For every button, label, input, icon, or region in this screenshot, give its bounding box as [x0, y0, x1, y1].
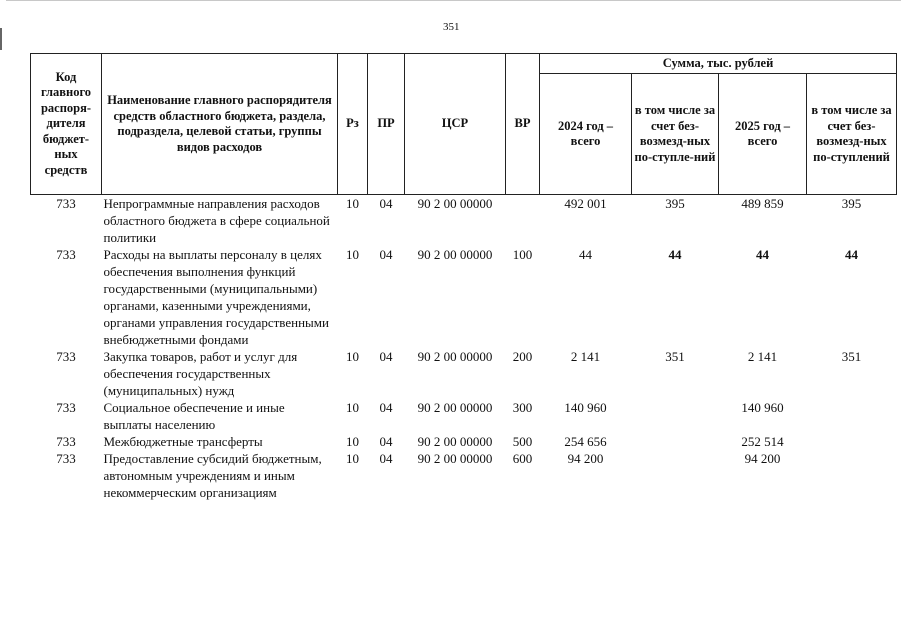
table-body — [31, 195, 897, 502]
cell-2025-total: 94 200 — [744, 451, 781, 466]
cell-2024-free: 44 — [668, 247, 682, 262]
cell-2025-total: 140 960 — [741, 400, 784, 415]
cell-vr: 300 — [512, 400, 533, 415]
table-row — [31, 433, 897, 450]
cell-name: Социальное обеспечение и иные выплаты населению — [103, 400, 285, 432]
cell-vr — [506, 195, 540, 247]
cell-name: Межбюджетные трансферты — [103, 434, 263, 449]
header-2024-total: 2024 год – всего — [540, 74, 632, 195]
cell-csr: 90 2 00 00000 — [417, 247, 493, 262]
cell-rz: 10 — [346, 196, 359, 211]
cell-2024-total: 492 001 — [564, 196, 607, 211]
cell-2025-total: 44 — [756, 247, 769, 262]
cell-2024-free — [632, 450, 719, 501]
header-2024-free: в том числе за счет без-возмезд-ных по-ступле-ний — [632, 74, 719, 195]
cell-2025-free: 44 — [845, 247, 859, 262]
cell-csr: 90 2 00 00000 — [417, 400, 493, 415]
cell-pr: 04 — [379, 349, 393, 364]
cell-2024-total: 140 960 — [564, 400, 607, 415]
cell-2024-free: 351 — [665, 349, 685, 364]
header-pr: ПР — [368, 54, 405, 195]
cell-pr: 04 — [379, 247, 393, 262]
cell-vr: 600 — [512, 451, 533, 466]
cell-code: 733 — [56, 247, 76, 262]
cell-csr: 90 2 00 00000 — [417, 349, 493, 364]
header-csr: ЦСР — [405, 54, 506, 195]
page-number: 351 — [443, 21, 460, 33]
cell-2025-total: 2 141 — [747, 349, 778, 364]
table-row — [31, 246, 897, 348]
cell-rz: 10 — [346, 434, 359, 449]
header-2025-total: 2025 год – всего — [719, 74, 807, 195]
cell-rz: 10 — [346, 349, 359, 364]
left-margin-mark — [0, 28, 2, 50]
cell-2024-total: 94 200 — [567, 451, 604, 466]
cell-name: Расходы на выплаты персоналу в целях обеспечения выполнения функций государственными (муниципальными) органами, казенными учреждениями, органами управления государственными внебюджетными фондами — [103, 247, 329, 347]
cell-2025-total: 252 514 — [741, 434, 784, 449]
cell-vr: 100 — [512, 247, 533, 262]
header-name: Наименование главного распорядителя средств областного бюджета, раздела, подраздела, целевой статьи, группы видов расходов — [102, 54, 338, 195]
cell-2024-free: 395 — [665, 196, 685, 211]
cell-code: 733 — [56, 349, 76, 364]
header-rz: Рз — [338, 54, 368, 195]
cell-csr: 90 2 00 00000 — [417, 434, 493, 449]
table-row — [31, 195, 897, 247]
cell-name: Предоставление субсидий бюджетным, автономным учреждениям и иным некоммерческим организациям — [103, 451, 322, 500]
cell-2025-free: 395 — [841, 196, 862, 211]
cell-2025-total: 489 859 — [741, 196, 784, 211]
cell-2024-total: 254 656 — [564, 434, 607, 449]
top-border-line — [6, 0, 901, 1]
cell-pr: 04 — [379, 451, 393, 466]
cell-code: 733 — [56, 451, 76, 466]
table-row — [31, 348, 897, 399]
cell-rz: 10 — [346, 400, 359, 415]
cell-2024-total: 2 141 — [570, 349, 601, 364]
cell-vr: 500 — [512, 434, 533, 449]
header-sum-group: Сумма, тыс. рублей — [540, 54, 897, 74]
cell-csr: 90 2 00 00000 — [417, 196, 493, 211]
cell-2025-free — [807, 399, 897, 433]
cell-name: Закупка товаров, работ и услуг для обеспечения государственных (муниципальных) нужд — [103, 349, 298, 398]
header-code: Код главного распоря-дителя бюджет-ных средств — [31, 54, 102, 195]
cell-2025-free: 351 — [841, 349, 862, 364]
cell-pr: 04 — [379, 434, 393, 449]
budget-table — [30, 53, 897, 501]
header-vr: ВР — [506, 54, 540, 195]
cell-2024-free — [632, 433, 719, 450]
cell-pr: 04 — [379, 400, 393, 415]
cell-code: 733 — [56, 400, 76, 415]
cell-pr: 04 — [379, 196, 393, 211]
cell-2024-total: 44 — [579, 247, 592, 262]
cell-2024-free — [632, 399, 719, 433]
cell-2025-free — [807, 450, 897, 501]
cell-rz: 10 — [346, 451, 359, 466]
cell-2025-free — [807, 433, 897, 450]
cell-name: Непрограммные направления расходов областного бюджета в сфере социальной политики — [103, 196, 330, 245]
cell-code: 733 — [56, 434, 76, 449]
cell-rz: 10 — [346, 247, 359, 262]
cell-csr: 90 2 00 00000 — [417, 451, 493, 466]
table-row — [31, 399, 897, 433]
cell-code: 733 — [56, 196, 76, 211]
table-row — [31, 450, 897, 501]
cell-vr: 200 — [512, 349, 533, 364]
table-header — [31, 54, 897, 195]
header-2025-free: в том числе за счет без-возмезд-ных по-ступлений — [807, 74, 897, 195]
